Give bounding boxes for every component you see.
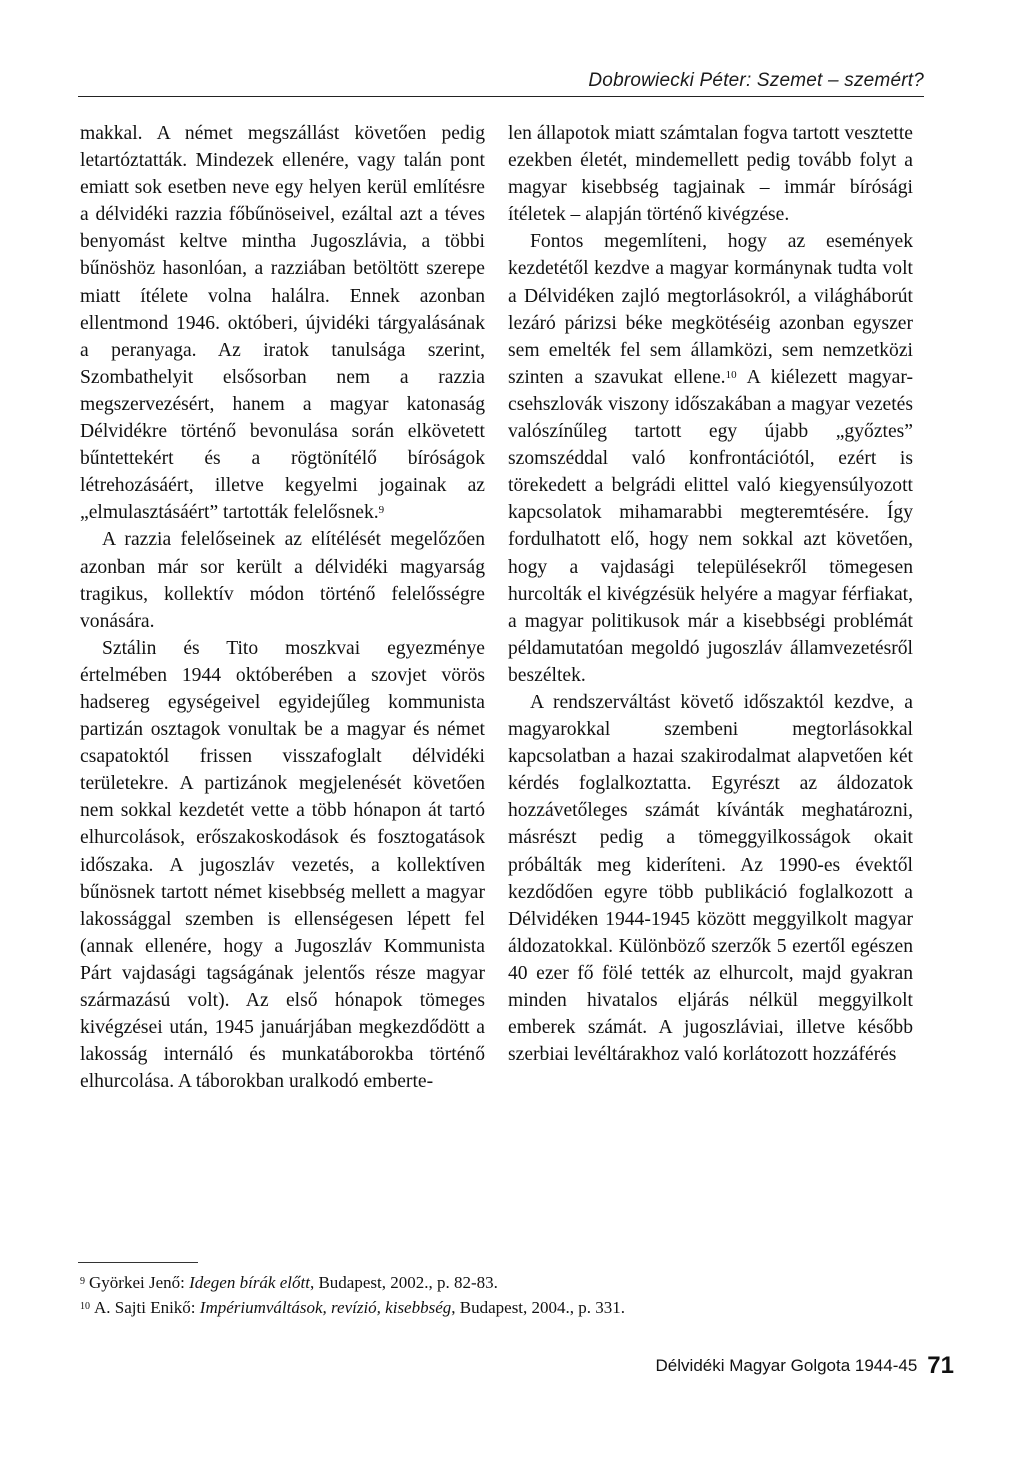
footnote-rest: , Budapest, 2002., p. 82-83.	[309, 1273, 498, 1292]
footnotes	[80, 1270, 920, 1320]
paragraph: len állapotok miatt számtalan fogva tartott vesztette ezekben életét, mindemellett pedig tovább folyt a magyar kisebbség tagjainak – immár bírósági ítéletek – alapján történő kivégzése.	[508, 123, 913, 226]
footnote-title: Impériumváltások, revízió, kisebbség	[199, 1298, 452, 1317]
header-rule	[78, 96, 924, 97]
paragraph-text: makkal. A német megszállást követően pedig letartóztatták. Mindezek ellenére, vagy talán pont emiatt sok esetben neve egy helyen kerül említésre a délvidéki razzia főbűnöseivel, ezáltal azt a téves benyomást keltve mintha Jugoszlávia, a többi bűnöshöz hasonlóan, a razziában betöltött szerepe miatt ítélete volna halálra. Ennek azonban ellentmond 1946. októberi, újvidéki tárgyalásának a peranyaga. Az iratok tanulsága szerint, Szombathelyit elsősorban nem a razzia megszervezésért, hanem a magyar katonaság Délvidékre történő bevonulása során elkövetett bűntettekért és a rögtönítélő bíróságok létrehozásáért, illetve kegyelmi jogainak az „elmulasztásáért” tartották felelősnek.	[80, 123, 485, 524]
page-footer	[656, 1352, 954, 1380]
page-number: 71	[927, 1352, 954, 1379]
footnote-author: A. Sajti Enikő:	[94, 1298, 200, 1317]
paragraph	[508, 228, 913, 689]
paragraph: A rendszerváltást követő időszaktól kezdve, a magyarokkal szembeni megtorlásokkal kapcsolatban a hazai szakirodalmat alapvetően két kérdés foglalkoztatta. Egyrészt az áldozatok hozzávetőleges számát kívánták meghatározni, másrészt pedig a tömeggyilkosságok okait próbálták meg kideríteni. Az 1990-es évektől kezdődően egyre több publikáció foglalkozott a Délvidéken 1944-1945 között meggyilkolt magyar áldozatokkal. Különböző szerzők 5 ezertől egészen 40 ezer fő fölé tették az elhurcolt, majd gyakran minden hivatalos eljárás nélkül meggyilkolt emberek számát. A jugoszláviai, illetve később szerbiai levéltárakhoz való korlátozott hozzáférés	[508, 691, 913, 1066]
footnote-ref: 10	[725, 368, 737, 381]
paragraph: A razzia felelőseinek az elítélését megelőzően azonban már sor került a délvidéki magyarság tragikus, kollektív módon történő felelősségre vonására.	[80, 529, 485, 632]
left-column	[80, 120, 485, 1095]
footnote-rule	[78, 1262, 198, 1263]
paragraph-text: Fontos megemlíteni, hogy az események kezdetétől kezdve a magyar kormánynak tudta volt a Délvidéken zajló megtorlásokról, a világháborút lezáró párizsi béke megkötéséig azonban egyszer sem emelték fel sem államközi, sem nemzetközi szinten a szavukat ellene.	[508, 231, 913, 388]
footnote-rest: , Budapest, 2004., p. 331.	[451, 1298, 626, 1317]
footnote-10	[80, 1295, 920, 1320]
paragraph: Sztálin és Tito moszkvai egyezménye értelmében 1944 októberében a szovjet vörös hadsereg egységeivel egyidejűleg kommunista partizán osztagok vonultak be a magyar és német csapatoktól frissen visszafoglalt délvidéki területekre. A partizánok megjelenését követően nem sokkal kezdetét vette a több hónapon át tartó elhurcolások, erőszakoskodások és fosztogatások időszaka. A jugoszláv vezetés, a kollektíven bűnösnek tartott német kisebbség mellett a magyar lakossággal szemben is ellenségesen lépett fel (annak ellenére, hogy a Jugoszláv Kommunista Párt vajdasági tagságának jelentős része magyar származású volt). Az első hónapok tömeges kivégzései után, 1945 januárjában megkezdődött a lakosság internáló és munkatáborokba történő elhurcolása. A táborokban uralkodó emberte-	[80, 637, 485, 1093]
paragraph	[80, 120, 485, 526]
footnote-9	[80, 1270, 920, 1295]
right-column	[508, 120, 913, 1068]
footnote-ref: 9	[378, 504, 385, 517]
footnote-number: 10	[80, 1301, 90, 1312]
running-head: Dobrowiecki Péter: Szemet – szemért?	[588, 70, 924, 91]
footnote-number: 9	[80, 1276, 85, 1287]
footnote-author: Györkei Jenő:	[89, 1273, 190, 1292]
footnote-title: Idegen bírák előtt	[189, 1273, 310, 1292]
paragraph-text: A kiélezett magyar-csehszlovák viszony időszakában a magyar vezetés valószínűleg tartott egy újabb „győztes” szomszéddal való konfrontációtól, ezért is törekedett a belgrádi elittel való kiegyensúlyozott kapcsolatok mihamarabbi megteremtésére. Így fordulhatott elő, hogy nem sokkal azt követően, hogy a vajdasági településekről tömegesen hurcolták el kivégzésük helyére a magyar férfiakat, a magyar politikusok már a kisebbségi problémát példamutatóan megoldó jugoszláv államvezetésről beszéltek.	[508, 366, 913, 686]
book-title: Délvidéki Magyar Golgota 1944-45	[655, 1356, 918, 1375]
